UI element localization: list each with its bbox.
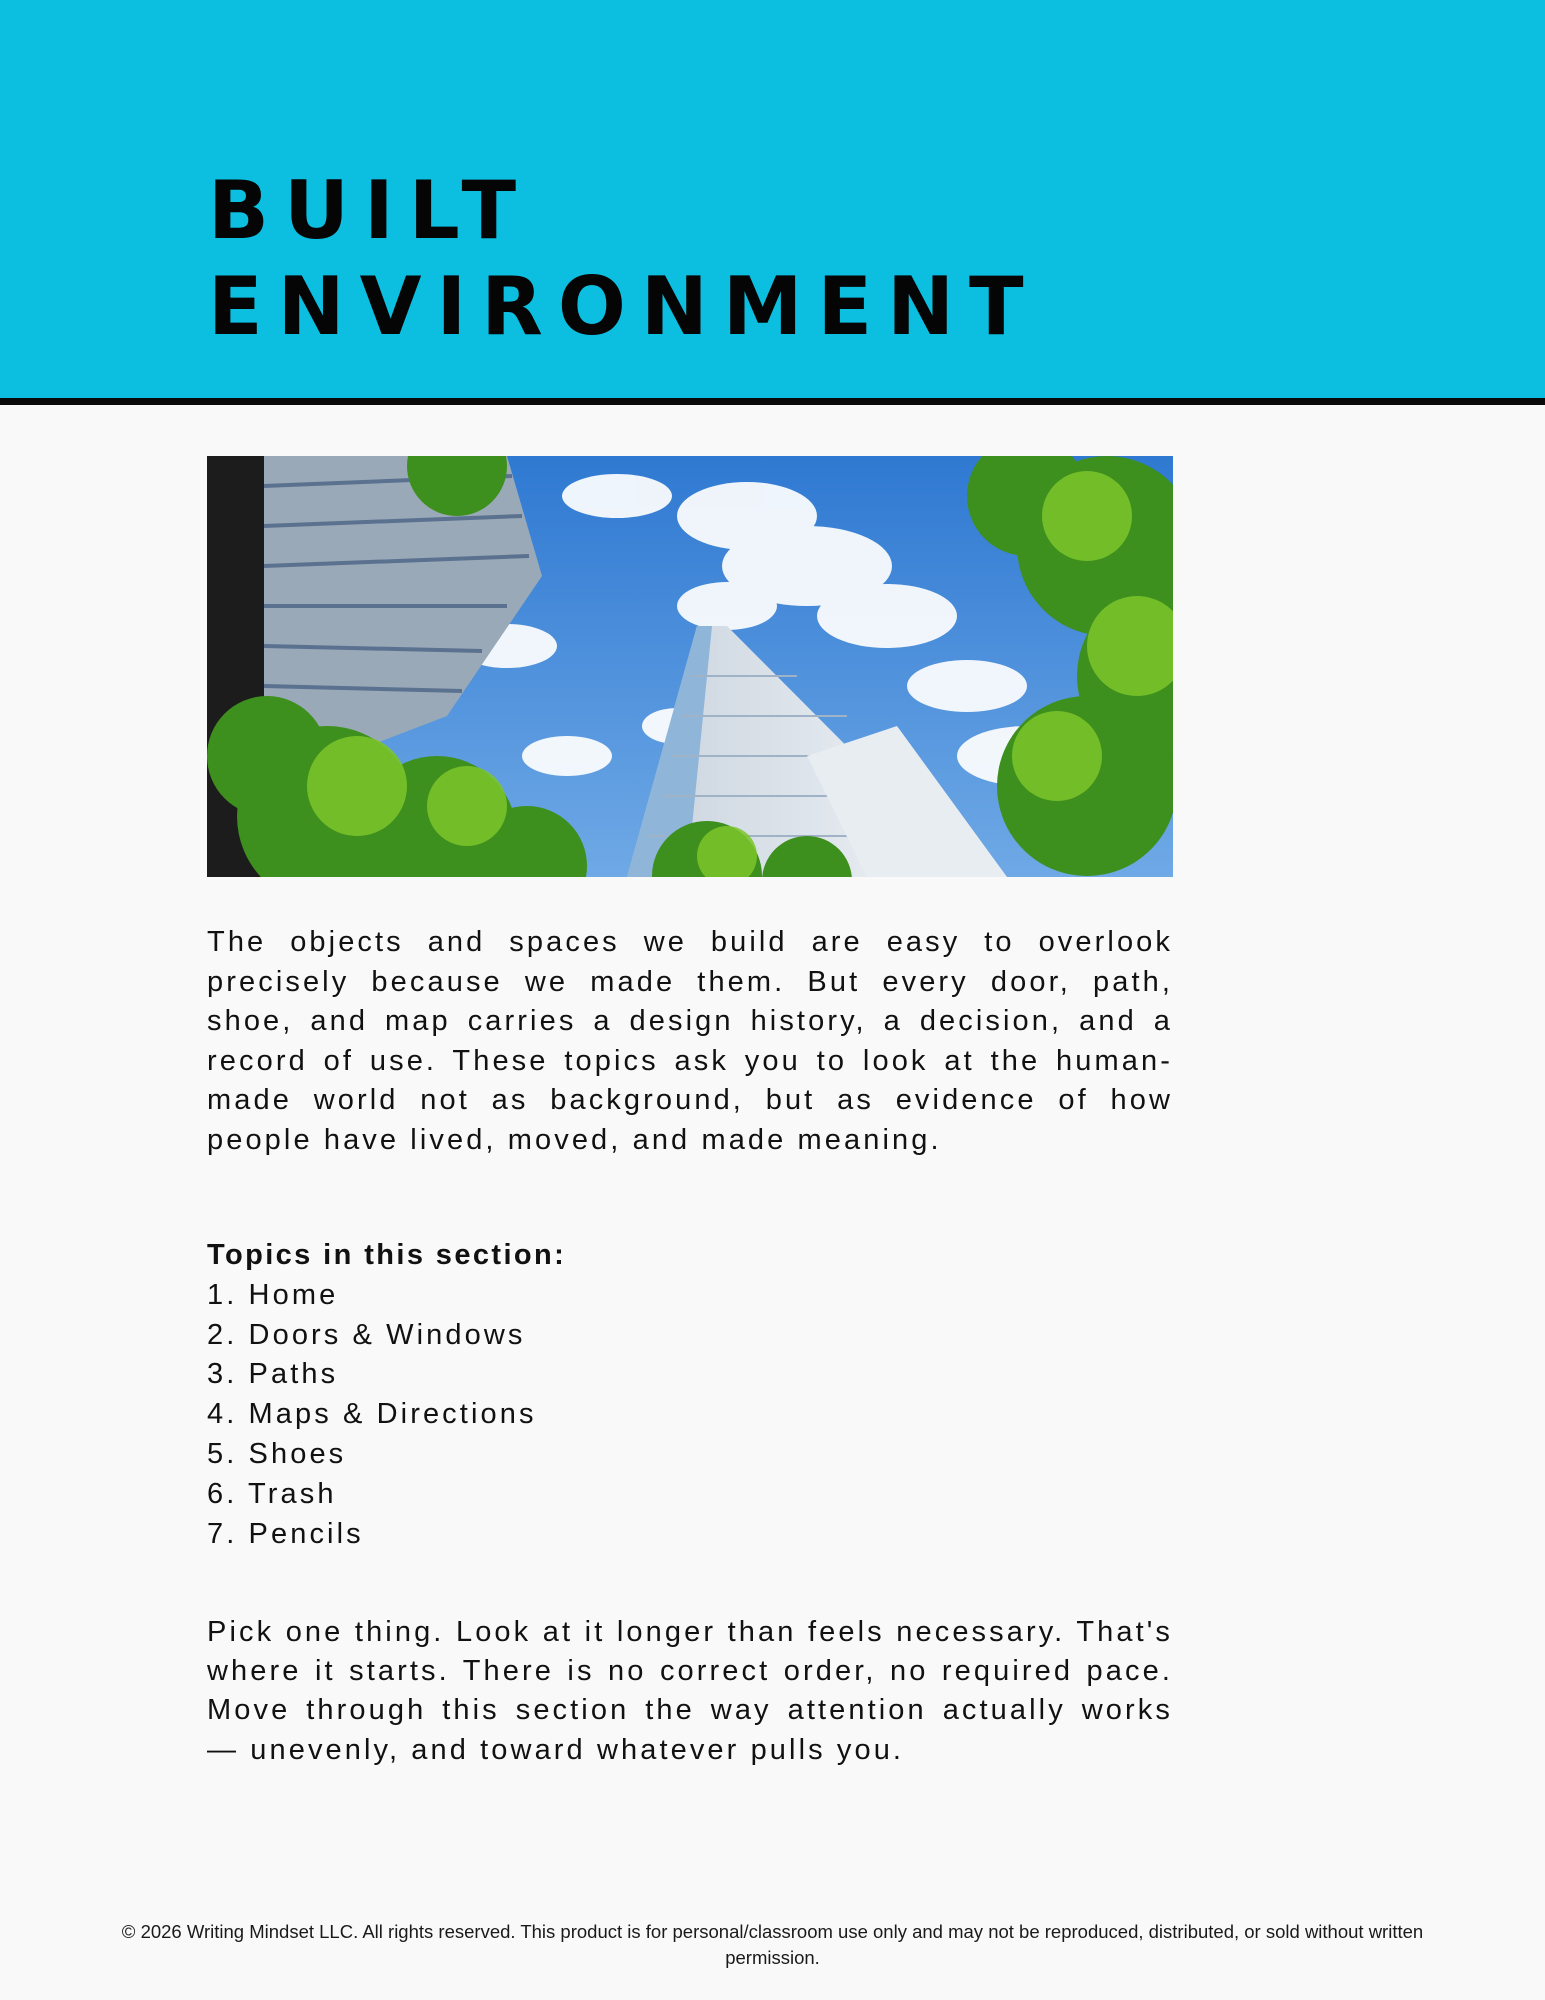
- title-line-1: BUILT: [208, 164, 532, 257]
- topics-section: [207, 1236, 1173, 1554]
- topic-item-pencils: 7. Pencils: [207, 1517, 364, 1550]
- topics-list: [207, 1276, 1173, 1555]
- hero-illustration: [207, 456, 1173, 877]
- topic-item-shoes: 5. Shoes: [207, 1437, 347, 1470]
- topic-item-trash: 6. Trash: [207, 1477, 337, 1510]
- page-title: [208, 163, 1039, 355]
- title-line-2: ENVIRONMENT: [208, 260, 1039, 353]
- hero-image: [207, 456, 1173, 877]
- topic-item-maps-directions: 4. Maps & Directions: [207, 1398, 537, 1431]
- copyright-line-1: © 2026 Writing Mindset LLC. All rights reserved. This product is for personal/classroom use only and may not be reproduced, distributed, or sold without written: [121, 1921, 1424, 1942]
- topic-item-home: 1. Home: [207, 1278, 339, 1311]
- copyright-footer: [30, 1919, 1515, 1971]
- topic-item-paths: 3. Paths: [207, 1358, 339, 1391]
- topic-item-doors-windows: 2. Doors & Windows: [207, 1318, 526, 1351]
- intro-paragraph: The objects and spaces we build are easy to overlook precisely because we made them. But every door, path, shoe, and map carries a design history, a decision, and a record of use. These topics ask you to look at the human-made world not as background, but as evidence of how people have lived, moved, and made meaning.: [207, 926, 1173, 1156]
- topics-heading: Topics in this section:: [207, 1239, 567, 1271]
- closing-paragraph: Pick one thing. Look at it longer than feels necessary. That's where it starts. There is no correct order, no required pace. Move through this section the way attention actually works — unevenly, and toward whatever pulls you.: [207, 1616, 1173, 1766]
- header-band: [0, 0, 1545, 405]
- copyright-line-2: permission.: [725, 1947, 820, 1968]
